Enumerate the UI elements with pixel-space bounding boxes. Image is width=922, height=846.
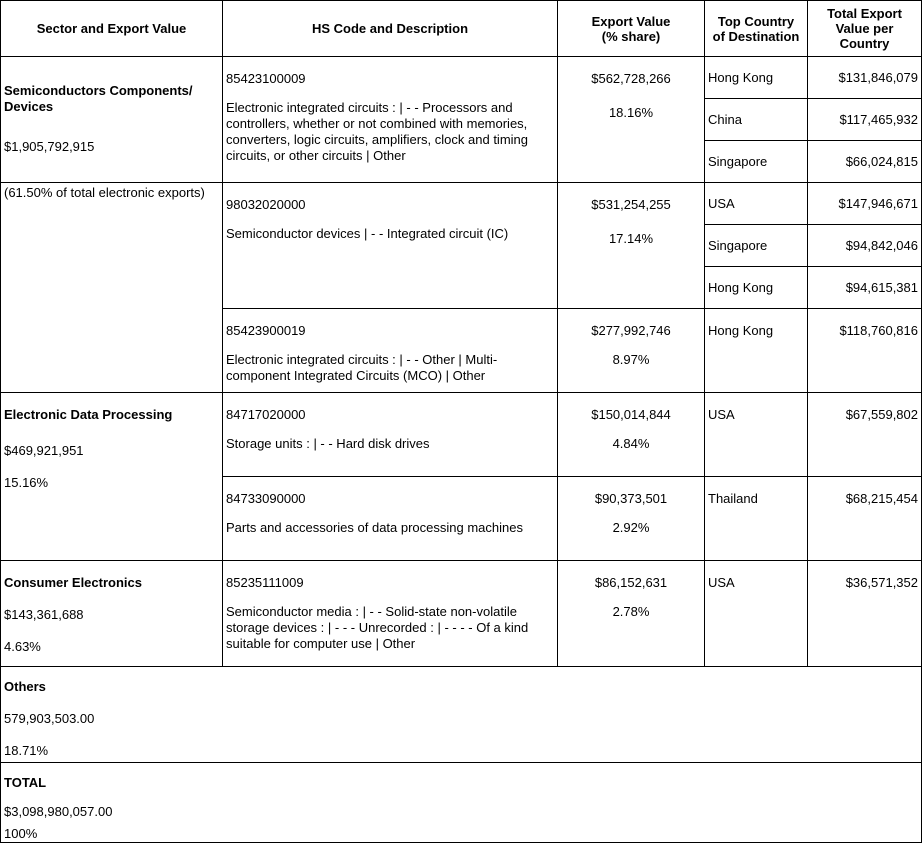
hs-code: 85423900019 xyxy=(226,323,306,338)
country-value-cell: $67,559,802 xyxy=(808,393,922,477)
export-share: 8.97% xyxy=(612,352,650,367)
hs-code: 85423100009 xyxy=(226,71,306,86)
others-cell xyxy=(1,667,922,763)
country-value-cell: $131,846,079 xyxy=(808,57,922,99)
hs-cell xyxy=(223,393,558,477)
country-cell: Hong Kong xyxy=(705,57,808,99)
hs-description: Semiconductor media : | - - Solid-state non-volatile storage devices : | - - - Unrecorded : | - - - - Of a kind suitable for computer use | Other xyxy=(226,604,529,651)
table-row xyxy=(1,183,922,225)
country-cell: Hong Kong xyxy=(705,309,808,393)
export-share: 18.16% xyxy=(608,105,654,120)
country-cell: USA xyxy=(705,393,808,477)
header-hs-code: HS Code and Description xyxy=(223,1,558,57)
table-row xyxy=(1,57,922,99)
others-name: Others xyxy=(4,679,46,694)
hs-description: Storage units : | - - Hard disk drives xyxy=(226,436,430,451)
sector-name: Consumer Electronics xyxy=(4,575,142,590)
export-value-cell xyxy=(558,183,705,309)
others-value: 579,903,503.00 xyxy=(4,711,95,726)
sector-cell-consumer xyxy=(1,561,223,667)
country-cell: Hong Kong xyxy=(705,267,808,309)
export-share: 2.92% xyxy=(612,520,650,535)
table-row-total xyxy=(1,763,922,843)
sector-cell-semiconductors xyxy=(1,57,223,183)
country-cell: USA xyxy=(705,183,808,225)
sector-share: 15.16% xyxy=(4,475,49,490)
hs-code: 85235111009 xyxy=(226,575,304,590)
country-cell: China xyxy=(705,99,808,141)
country-value-cell: $147,946,671 xyxy=(808,183,922,225)
country-value-cell: $94,615,381 xyxy=(808,267,922,309)
export-value: $150,014,844 xyxy=(591,407,671,422)
export-share: 2.78% xyxy=(612,604,650,619)
header-total-per-country: Total Export Value per Country xyxy=(808,1,922,57)
sector-value: $143,361,688 xyxy=(4,607,84,622)
export-value-cell xyxy=(558,57,705,183)
hs-description: Parts and accessories of data processing machines xyxy=(226,520,523,535)
export-value: $562,728,266 xyxy=(591,71,671,86)
export-value-cell xyxy=(558,561,705,667)
total-cell xyxy=(1,763,922,843)
total-name: TOTAL xyxy=(4,775,47,790)
sector-share: (61.50% of total electronic exports) xyxy=(4,185,205,200)
hs-code: 84733090000 xyxy=(226,491,306,506)
table-row-others xyxy=(1,667,922,763)
sector-value: $1,905,792,915 xyxy=(4,139,95,154)
sector-cell-edp xyxy=(1,393,223,561)
country-cell: USA xyxy=(705,561,808,667)
export-value: $531,254,255 xyxy=(591,197,671,212)
hs-description: Electronic integrated circuits : | - - Other | Multi-component Integrated Circuits (MCO) | Other xyxy=(226,352,498,383)
export-value-cell xyxy=(558,393,705,477)
sector-share: 4.63% xyxy=(4,639,41,654)
hs-cell xyxy=(223,561,558,667)
sector-name: Electronic Data Processing xyxy=(4,407,173,422)
export-value: $86,152,631 xyxy=(594,575,668,590)
export-value-cell xyxy=(558,309,705,393)
table-row xyxy=(1,561,922,667)
sector-share-cell xyxy=(1,183,223,393)
header-top-country: Top Country of Destination xyxy=(705,1,808,57)
hs-code: 84717020000 xyxy=(226,407,306,422)
hs-cell xyxy=(223,57,558,183)
sector-value: $469,921,951 xyxy=(4,443,84,458)
hs-cell xyxy=(223,183,558,309)
country-value-cell: $94,842,046 xyxy=(808,225,922,267)
hs-description: Electronic integrated circuits : | - - Processors and controllers, whether or not combined with memories, converters, logic circuits, amplifiers, clock and timing circuits, or other circuits | Other xyxy=(226,100,528,163)
country-value-cell: $36,571,352 xyxy=(808,561,922,667)
others-share: 18.71% xyxy=(4,743,49,758)
export-value: $277,992,746 xyxy=(591,323,671,338)
total-share: 100% xyxy=(4,826,38,841)
export-share: 4.84% xyxy=(612,436,650,451)
export-value-cell xyxy=(558,477,705,561)
country-cell: Singapore xyxy=(705,225,808,267)
export-share: 17.14% xyxy=(608,231,654,246)
country-cell: Thailand xyxy=(705,477,808,561)
country-value-cell: $68,215,454 xyxy=(808,477,922,561)
header-sector: Sector and Export Value xyxy=(1,1,223,57)
hs-code: 98032020000 xyxy=(226,197,306,212)
table-row xyxy=(1,393,922,477)
country-value-cell: $117,465,932 xyxy=(808,99,922,141)
export-value: $90,373,501 xyxy=(594,491,668,506)
total-value: $3,098,980,057.00 xyxy=(4,804,113,819)
hs-cell xyxy=(223,477,558,561)
header-export-value: Export Value (% share) xyxy=(558,1,705,57)
country-value-cell: $118,760,816 xyxy=(808,309,922,393)
hs-cell xyxy=(223,309,558,393)
country-cell: Singapore xyxy=(705,141,808,183)
sector-name: Semiconductors Components/ Devices xyxy=(4,83,193,114)
hs-description: Semiconductor devices | - - Integrated circuit (IC) xyxy=(226,226,509,241)
country-value-cell: $66,024,815 xyxy=(808,141,922,183)
header-row xyxy=(1,1,922,57)
